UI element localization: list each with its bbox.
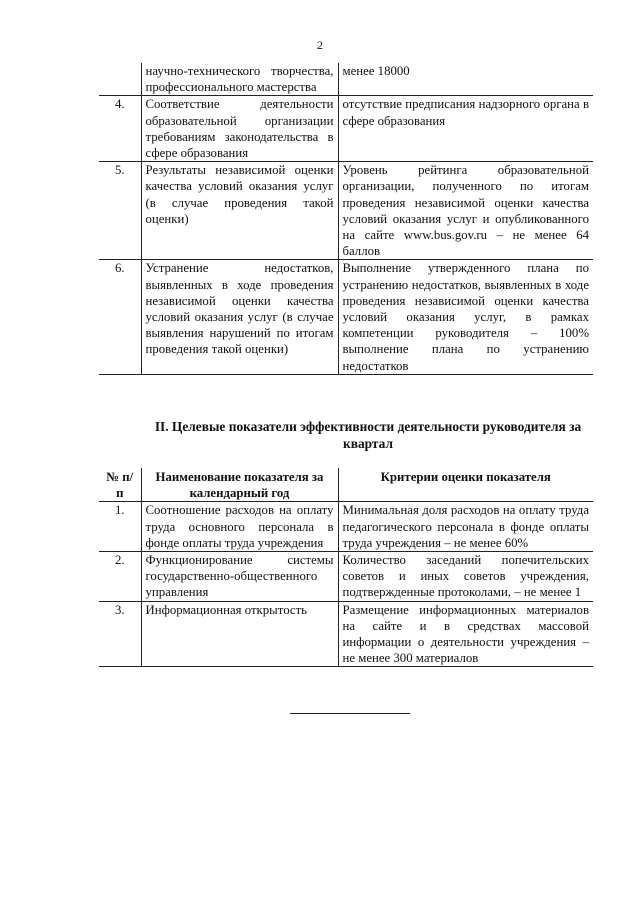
criterion-cell: отсутствие предписания надзорного органа в сфере образования [338, 96, 593, 162]
criterion-cell: Уровень рейтинга образовательной организации, полученного по итогам проведения независимой оценки качества условий оказания услуг и опубликованного на сайте www.bus.gov.ru – не менее 64 баллов [338, 162, 593, 260]
criterion-cell: Количество заседаний попечительских советов и иных советов учреждения, подтвержденные протоколами, – не менее 1 [338, 552, 593, 602]
table-header-row [99, 468, 593, 502]
table-row [99, 63, 593, 96]
end-of-document-rule [290, 713, 410, 714]
row-number: 4. [99, 96, 141, 162]
indicator-cell: Информационная открытость [141, 601, 338, 667]
row-number: 3. [99, 601, 141, 667]
criterion-cell: менее 18000 [338, 63, 593, 96]
criterion-cell: Размещение информационных материалов на сайте и в средствах массовой информации о деятельности учреждения – не менее 300 материалов [338, 601, 593, 667]
indicator-cell: Устранение недостатков, выявленных в ходе проведения независимой оценки качества условий оказания услуг (в случае выявления нарушений по итогам проведения такой оценки) [141, 260, 338, 374]
criterion-cell: Выполнение утвержденного плана по устранению недостатков, выявленных в ходе проведения независимой оценки качества условий оказания услуг, в рамках компетенции руководителя – 100% выполнение плана по устранению недостатков [338, 260, 593, 374]
header-number: № п/п [99, 468, 141, 502]
row-number: 5. [99, 162, 141, 260]
indicators-table-continued [99, 63, 593, 375]
header-criterion: Критерии оценки показателя [338, 468, 593, 502]
table-row [99, 502, 593, 552]
criterion-cell: Минимальная доля расходов на оплату труда педагогического персонала в фонде оплаты труда учреждения – не менее 60% [338, 502, 593, 552]
indicator-cell: Соотношение расходов на оплату труда основного персонала в фонде оплаты труда учреждения [141, 502, 338, 552]
quarterly-indicators-table [99, 468, 593, 667]
indicator-cell: Соответствие деятельности образовательной организации требованиям законодательства в сфере образования [141, 96, 338, 162]
page-number: 2 [317, 38, 323, 52]
row-number: 6. [99, 260, 141, 374]
indicator-cell: Функционирование системы государственно-общественного управления [141, 552, 338, 602]
section-heading: II. Целевые показатели эффективности деятельности руководителя за квартал [154, 419, 582, 451]
row-number: 1. [99, 502, 141, 552]
table-row [99, 552, 593, 602]
header-indicator: Наименование показателя за календарный год [141, 468, 338, 502]
row-number: 2. [99, 552, 141, 602]
indicator-cell: научно-технического творчества, профессионального мастерства [141, 63, 338, 96]
table-row [99, 96, 593, 162]
table-row [99, 260, 593, 374]
row-number [99, 63, 141, 96]
indicator-cell: Результаты независимой оценки качества условий оказания услуг (в случае проведения такой оценки) [141, 162, 338, 260]
table-row [99, 601, 593, 667]
table-row [99, 162, 593, 260]
